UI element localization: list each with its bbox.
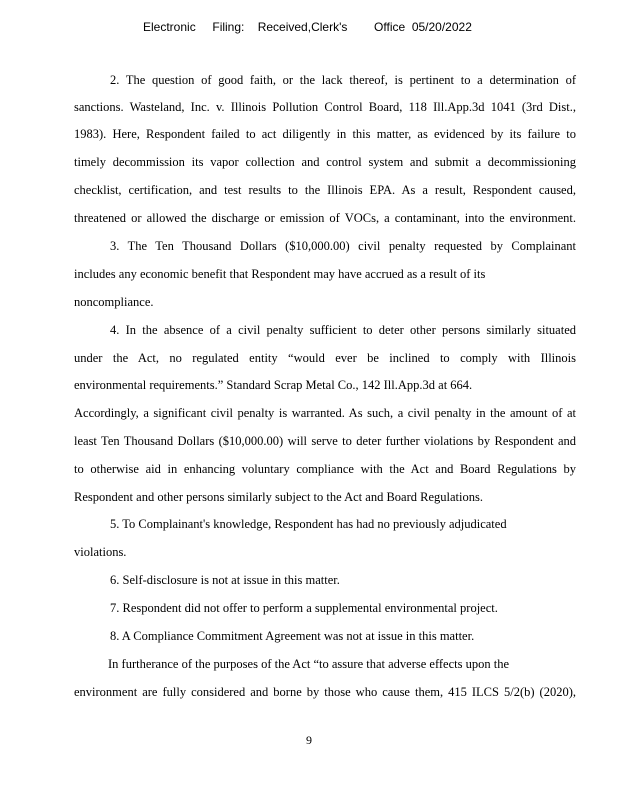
paragraph-line: checklist, certification, and test results to the Illinois EPA. As a result, Respondent caused,	[74, 183, 576, 197]
paragraph-line: Accordingly, a significant civil penalty is warranted. As such, a civil penalty in the amount of at	[74, 406, 576, 420]
paragraph-line: timely decommission its vapor collection and control system and submit a decommissioning	[74, 155, 576, 169]
filing-stamp-header: Electronic Filing: Received,Clerk's Office 05/20/2022	[143, 20, 472, 34]
paragraph-line: 3. The Ten Thousand Dollars ($10,000.00) civil penalty requested by Complainant	[110, 239, 576, 253]
paragraph-line: 5. To Complainant's knowledge, Respondent has had no previously adjudicated	[110, 517, 507, 531]
paragraph-line: sanctions. Wasteland, Inc. v. Illinois Pollution Control Board, 118 Ill.App.3d 1041 (3rd Dist.,	[74, 100, 576, 114]
paragraph-line: In furtherance of the purposes of the Act “to assure that adverse effects upon the	[108, 657, 510, 671]
paragraph-line: to otherwise aid in enhancing voluntary compliance with the Act and Board Regulations by	[74, 462, 576, 476]
paragraph-line: 4. In the absence of a civil penalty sufficient to deter other persons similarly situated	[110, 323, 576, 337]
paragraph-line: 6. Self-disclosure is not at issue in this matter.	[110, 573, 340, 587]
paragraph-line: violations.	[74, 545, 127, 559]
paragraph-line: includes any economic benefit that Respondent may have accrued as a result of its	[74, 267, 486, 281]
paragraph-line: least Ten Thousand Dollars ($10,000.00) will serve to deter further violations by Respondent and	[74, 434, 576, 448]
paragraph-line: 1983). Here, Respondent failed to act diligently in this matter, as evidenced by its failure to	[74, 127, 576, 141]
paragraph-line: environmental requirements.” Standard Scrap Metal Co., 142 Ill.App.3d at 664.	[74, 378, 473, 392]
paragraph-line: environment are fully considered and borne by those who cause them, 415 ILCS 5/2(b) (2020),	[74, 685, 576, 699]
paragraph-line: under the Act, no regulated entity “would ever be inclined to comply with Illinois	[74, 351, 576, 365]
paragraph-line: threatened or allowed the discharge or emission of VOCs, a contaminant, into the environment.	[74, 211, 576, 225]
paragraph-line: noncompliance.	[74, 295, 154, 309]
paragraph-line: 7. Respondent did not offer to perform a supplemental environmental project.	[110, 601, 498, 615]
paragraph-line: Respondent and other persons similarly subject to the Act and Board Regulations.	[74, 490, 483, 504]
paragraph-line: 8. A Compliance Commitment Agreement was not at issue in this matter.	[110, 629, 475, 643]
paragraph-line: 2. The question of good faith, or the lack thereof, is pertinent to a determination of	[110, 73, 576, 87]
page-number: 9	[306, 733, 312, 747]
